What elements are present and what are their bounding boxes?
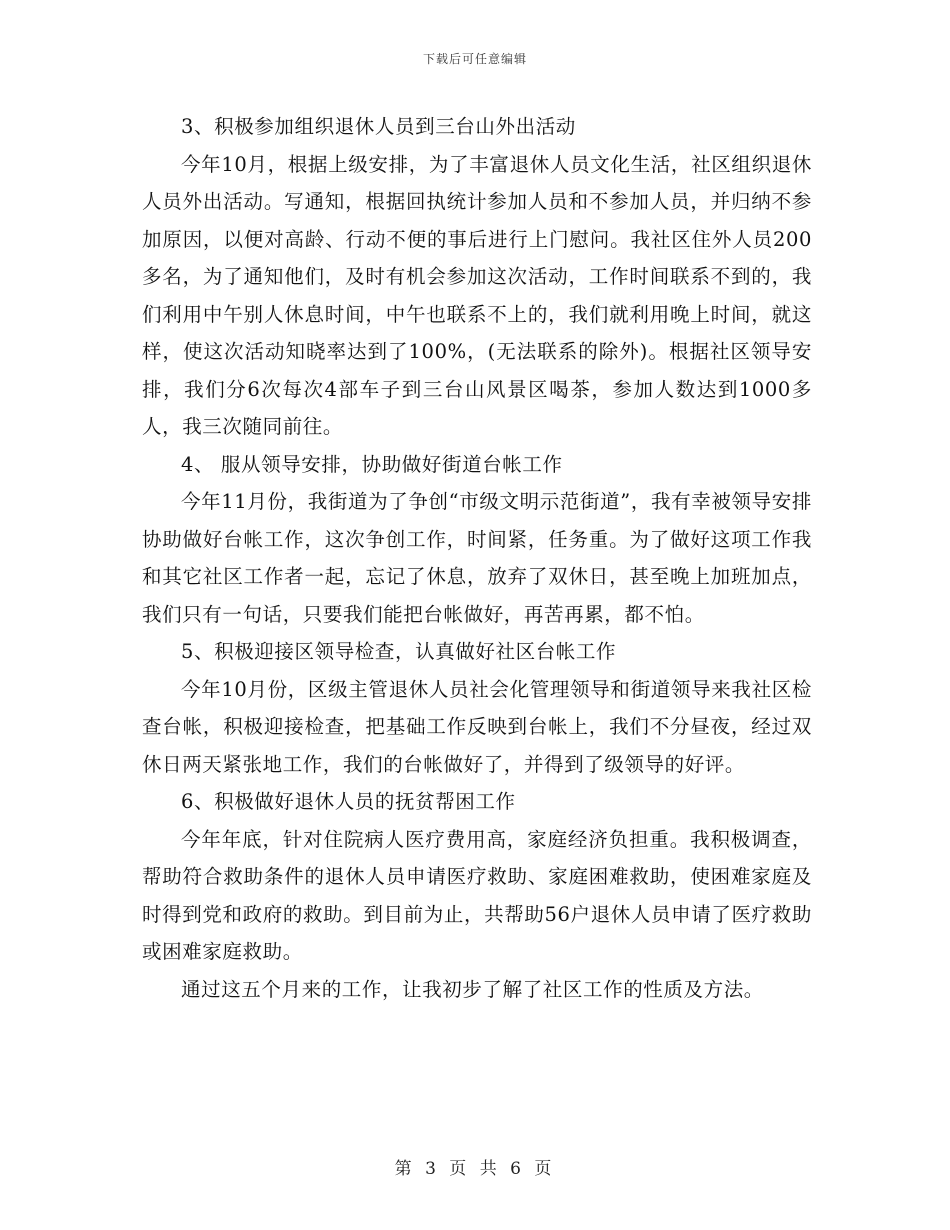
page-footer: 第 3 页 共 6 页 [394, 1159, 556, 1179]
section-heading-4: 4、 服从领导安排，协助做好街道台帐工作 [181, 452, 563, 476]
section-heading-6: 6、积极做好退休人员的抚贫帮困工作 [181, 790, 516, 813]
section-heading-3: 3、积极参加组织退休人员到三台山外出活动 [181, 115, 576, 138]
paragraph-conclusion: 通过这五个月来的工作，让我初步了解了社区工作的性质及方法。 [181, 977, 764, 1001]
paragraph-outing: 今年10月，根据上级安排，为了丰富退休人员文化生活，社区组织退休人员外出活动。写通知，根据回执统计参加人员和不参加人员，并归纳不参加原因，以便对高龄、行动不便的事后进行上门慰问。我社区住外人员200多名，为了通知他们，及时有机会参加这次活动，工作时间联系不到的，我们利用中午别人休息时间，中午也联系不上的，我们就利用晚上时间，就这样，使这次活动知晓率达到了100%，(无法联系的除外)。根据社区领导安排，我们分6次每次4部车子到三台山风景区喝茶，参加人数达到1000多人，我三次随同前往。 [142, 152, 812, 438]
paragraph-inspection: 今年10月份，区级主管退休人员社会化管理领导和街道领导来我社区检查台帐，积极迎接检查，把基础工作反映到台帐上，我们不分昼夜，经过双休日两天紧张地工作，我们的台帐做好了，并得到了级领导的好评。 [142, 677, 812, 776]
paragraph-poverty-relief: 今年年底，针对住院病人医疗费用高，家庭经济负担重。我积极调查，帮助符合救助条件的退休人员申请医疗救助、家庭困难救助，使困难家庭及时得到党和政府的救助。到目前为止，共帮助56户退休人员申请了医疗救助或困难家庭救助。 [142, 827, 812, 963]
paragraph-ledger-street: 今年11月份，我街道为了争创“市级文明示范街道”，我有幸被领导安排协助做好台帐工作，这次争创工作，时间紧，任务重。为了做好这项工作我和其它社区工作者一起，忘记了休息，放弃了双休日，甚至晚上加班加点，我们只有一句话，只要我们能把台帐做好，再苦再累，都不怕。 [142, 490, 812, 626]
section-heading-5: 5、积极迎接区领导检查，认真做好社区台帐工作 [181, 640, 617, 663]
page-header: 下载后可任意编辑 [422, 52, 527, 66]
document-body [142, 108, 812, 1008]
